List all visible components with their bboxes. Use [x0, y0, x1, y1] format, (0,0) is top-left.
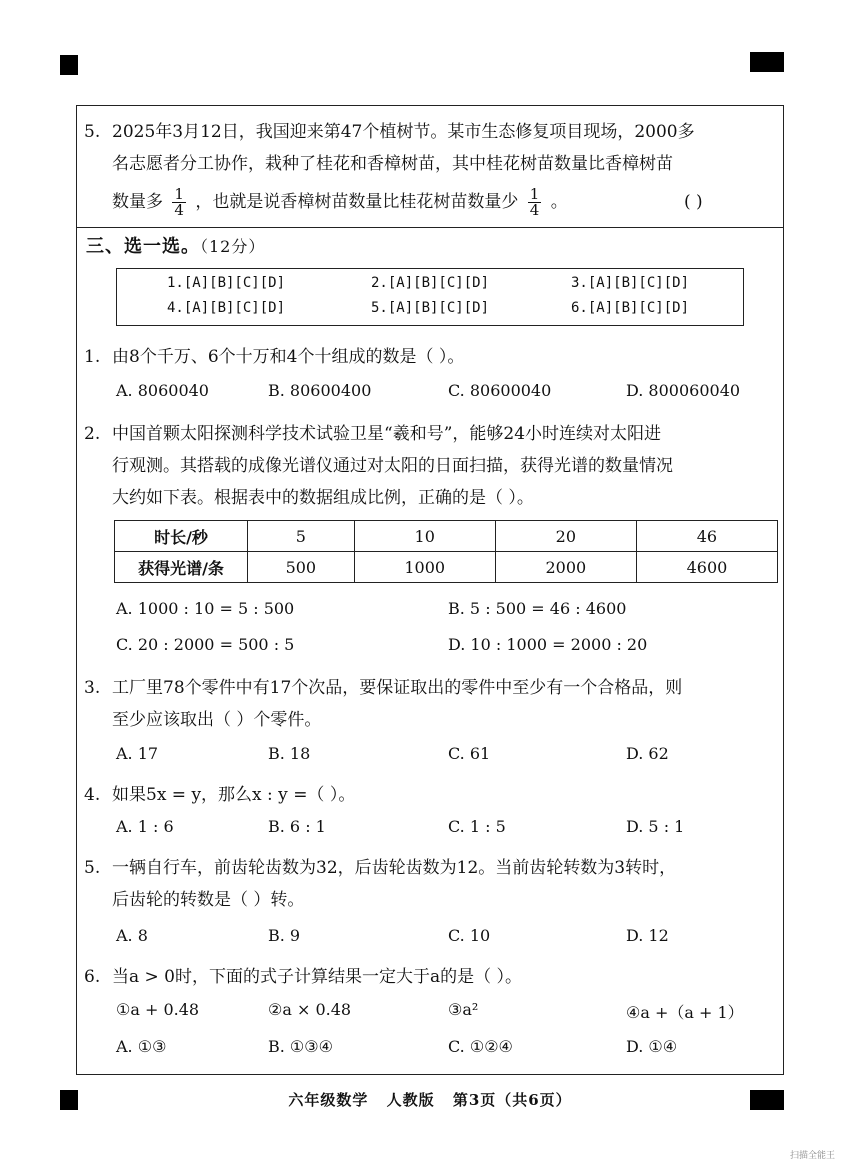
question-number: 2. [84, 424, 101, 444]
answer-sheet-box [116, 268, 744, 326]
option-b[interactable]: B. 5 : 500 = 46 : 4600 [448, 599, 627, 618]
question-text-line: 大约如下表。根据表中的数据组成比例，正确的是（ ）。 [112, 488, 534, 508]
option-d[interactable]: D. 800060040 [626, 381, 741, 400]
question-text: 当a > 0时，下面的式子计算结果一定大于a的是（ ）。 [112, 967, 523, 987]
option-a[interactable]: A. 1 : 6 [116, 817, 174, 836]
answer-sheet-item[interactable]: 4.[A][B][C][D] [167, 300, 286, 316]
question-text-line: 工厂里78个零件中有17个次品，要保证取出的零件中至少有一个合格品，则 [112, 678, 683, 698]
option-c[interactable]: C. 10 [448, 926, 491, 945]
answer-sheet-item[interactable]: 5.[A][B][C][D] [371, 300, 490, 316]
answer-parentheses: ( ) [684, 192, 703, 212]
question-text-line: 行观测。其搭载的成像光谱仪通过对太阳的日面扫描，获得光谱的数量情况 [112, 456, 673, 476]
option-b[interactable]: B. 6 : 1 [268, 817, 326, 836]
question-text-line: 数量多 [112, 192, 163, 212]
footer-subject: 六年级数学 [288, 1091, 369, 1109]
table-cell: 5 [248, 521, 355, 552]
option-b[interactable]: B. 80600400 [268, 381, 372, 400]
section-title: 三、选一选。（12分） [86, 236, 266, 257]
option-c[interactable]: C. 20 : 2000 = 500 : 5 [116, 635, 295, 654]
question-number: 3. [84, 678, 101, 698]
option-c[interactable]: C. ①②④ [448, 1037, 513, 1056]
expression-2: ②a × 0.48 [268, 1000, 352, 1019]
section-points: （12分） [200, 237, 266, 256]
question-text-line: 名志愿者分工协作，栽种了桂花和香樟树苗，其中桂花树苗数量比香樟树苗 [112, 154, 673, 174]
question-text-line: 一辆自行车，前齿轮齿数为32，后齿轮齿数为12。当前齿轮转数为3转时， [112, 858, 677, 878]
table-cell: 2000 [495, 552, 636, 583]
option-d[interactable]: D. 62 [626, 744, 669, 763]
option-a[interactable]: A. ①③ [116, 1037, 167, 1056]
table-cell: 500 [248, 552, 355, 583]
option-a[interactable]: A. 1000 : 10 = 5 : 500 [116, 599, 295, 618]
table-row-header: 时长/秒 [115, 521, 248, 552]
table-row [115, 521, 778, 552]
expression-3: ③a² [448, 1000, 479, 1019]
true-false-question-5 [84, 116, 774, 218]
option-c[interactable]: C. 80600040 [448, 381, 552, 400]
question-text-line: 中国首颗太阳探测科学技术试验卫星“羲和号”，能够24小时连续对太阳进 [112, 424, 662, 444]
choice-question-3 [84, 672, 682, 736]
expression-1: ①a + 0.48 [116, 1000, 200, 1019]
choice-question-4 [84, 780, 355, 805]
registration-mark-top-right [750, 52, 784, 72]
answer-sheet-item[interactable]: 3.[A][B][C][D] [571, 275, 690, 291]
option-b[interactable]: B. 9 [268, 926, 301, 945]
choice-question-2 [84, 418, 673, 514]
question-number: 1. [84, 347, 101, 367]
table-cell: 1000 [354, 552, 495, 583]
option-d[interactable]: D. 12 [626, 926, 669, 945]
option-a[interactable]: A. 17 [116, 744, 159, 763]
answer-sheet-item[interactable]: 1.[A][B][C][D] [167, 275, 286, 291]
fraction-one-quarter: $\frac{1}{4}$ [174, 185, 184, 219]
scanner-watermark: 扫描全能王 [790, 1151, 836, 1161]
choice-question-5 [84, 852, 676, 916]
question-number: 5. [84, 122, 101, 142]
option-b[interactable]: B. ①③④ [268, 1037, 333, 1056]
table-row-header: 获得光谱/条 [115, 552, 248, 583]
spectrum-data-table [114, 520, 778, 583]
registration-mark-top-left [60, 55, 78, 75]
choice-question-1 [84, 342, 464, 367]
fraction-one-quarter: $\frac{1}{4}$ [529, 185, 540, 219]
question-number: 4. [84, 785, 101, 805]
option-c[interactable]: C. 1 : 5 [448, 817, 506, 836]
table-cell: 10 [354, 521, 495, 552]
option-a[interactable]: A. 8060040 [116, 381, 209, 400]
table-cell: 46 [636, 521, 777, 552]
section-divider [76, 227, 784, 228]
page-footer [0, 1089, 860, 1110]
question-text-line: 2025年3月12日，我国迎来第47个植树节。某市生态修复项目现场，2000多 [112, 122, 695, 142]
option-b[interactable]: B. 18 [268, 744, 311, 763]
option-a[interactable]: A. 8 [116, 926, 148, 945]
answer-sheet-item[interactable]: 6.[A][B][C][D] [571, 300, 690, 316]
footer-page-number: 第3页（共6页） [452, 1091, 572, 1109]
table-row [115, 552, 778, 583]
expression-4: ④a +（a + 1） [626, 1003, 744, 1022]
question-text-line: 。 [550, 192, 568, 212]
question-text-line: 至少应该取出（ ）个零件。 [112, 710, 322, 730]
option-c[interactable]: C. 61 [448, 744, 491, 763]
question-text-line: ，也就是说香樟树苗数量比桂花树苗数量少 [195, 192, 519, 212]
choice-question-6 [84, 962, 522, 987]
question-text: 如果5x = y，那么x : y =（ ）。 [112, 785, 356, 805]
table-cell: 20 [495, 521, 636, 552]
question-text: 由8个千万、6个十万和4个十组成的数是（ ）。 [112, 347, 465, 367]
question-number: 6. [84, 967, 101, 987]
question-number: 5. [84, 858, 101, 878]
footer-edition: 人教版 [386, 1091, 435, 1109]
table-cell: 4600 [636, 552, 777, 583]
question-text-line: 后齿轮的转数是（ ）转。 [112, 890, 305, 910]
answer-sheet-item[interactable]: 2.[A][B][C][D] [371, 275, 490, 291]
option-d[interactable]: D. 5 : 1 [626, 817, 685, 836]
option-d[interactable]: D. ①④ [626, 1037, 678, 1056]
option-d[interactable]: D. 10 : 1000 = 2000 : 20 [448, 635, 648, 654]
